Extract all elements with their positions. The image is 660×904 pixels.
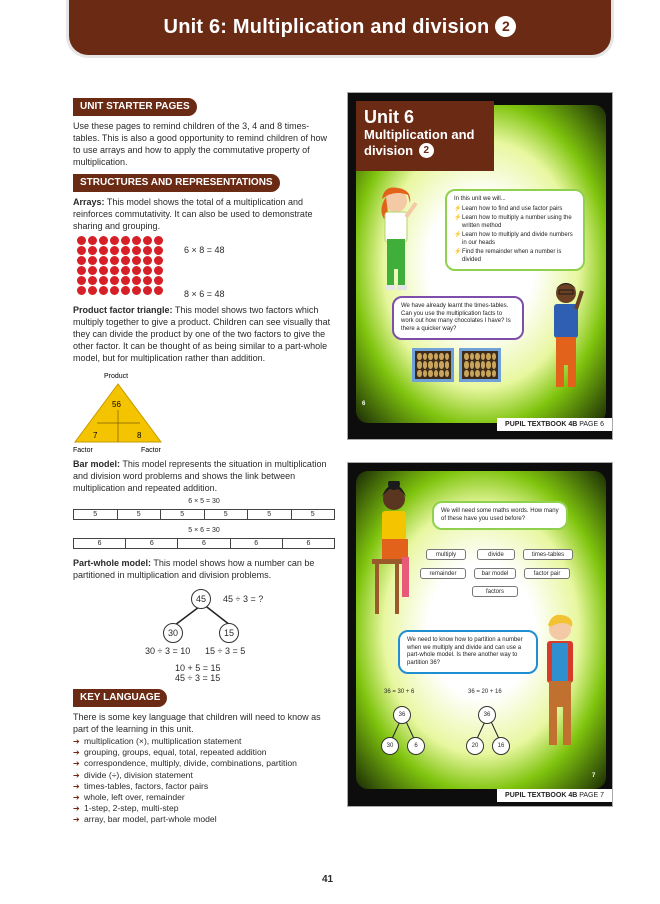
array-dot <box>132 246 141 255</box>
part-whole-model <box>73 587 335 683</box>
maths-word-card: factors <box>472 586 518 597</box>
bar-cell: 6 <box>126 539 178 548</box>
pw-part-2-circle: 15 <box>219 623 239 643</box>
array-dot <box>143 286 152 295</box>
triangle-label-product: Product <box>104 373 129 380</box>
section-heading-structures: STRUCTURES AND REPRESENTATIONS <box>73 174 280 192</box>
chocolate-boxes-image <box>412 348 501 382</box>
array-dot <box>110 246 119 255</box>
bar-cell: 5 <box>118 510 162 519</box>
unit-goal-item: ⚡ Learn how to multiply a number using the written method <box>454 215 572 229</box>
array-dot <box>143 246 152 255</box>
unit-goal-item: ⚡ Find the remainder when a number is divided <box>454 249 562 263</box>
teacher-notes-column <box>73 98 335 826</box>
unit-number-badge: 2 <box>495 16 516 37</box>
array-dot <box>154 286 163 295</box>
array-dot <box>77 236 86 245</box>
part-whole-description: Part-whole model: This model shows how a number can be partitioned in multiplication and division problems. <box>73 558 315 580</box>
array-dot <box>77 266 86 275</box>
dot-array <box>77 236 164 295</box>
maths-word-card: divide <box>477 549 515 560</box>
array-dot <box>121 266 130 275</box>
unit-title: Unit 6: Multiplication and division 2 <box>164 16 517 39</box>
bar-cell: 5 <box>310 511 315 518</box>
triangle-label-factor-right: Factor <box>141 447 161 454</box>
unit-goals-intro: In this unit we will... <box>454 196 506 202</box>
bar-cell: 5 <box>205 510 249 519</box>
bar-cell: 6 <box>178 539 230 548</box>
array-dot <box>143 276 152 285</box>
textbook-page-6-number: 6 <box>362 401 366 407</box>
array-dot <box>154 246 163 255</box>
maths-word-card: remainder <box>420 568 466 579</box>
array-equation-1: 6 × 8 = 48 <box>184 245 225 255</box>
array-dot <box>77 256 86 265</box>
array-dot <box>143 256 152 265</box>
key-language-item: ➔ grouping, groups, equal, total, repeated addition <box>73 747 335 758</box>
array-dot <box>110 256 119 265</box>
girl-character-image <box>368 185 424 295</box>
unit-intro-subtitle: Multiplication and division <box>364 127 475 158</box>
bar-cell: 6 <box>231 539 283 548</box>
tree-left-part-b: 6 <box>407 737 425 755</box>
pw-sum-1: 10 + 5 = 15 <box>175 663 221 673</box>
pw-part-1-circle: 30 <box>163 623 183 643</box>
lightning-icon: ⚡ <box>454 215 462 221</box>
textbook-page-7-number: 7 <box>592 773 596 779</box>
bar-model-2-caption: 5 × 6 = 30 <box>188 527 220 534</box>
arrays-description: Arrays: This model shows the total of a multiplication and reinforces commutativity. It can also be used to demonstrate sharing and grouping. <box>73 197 313 231</box>
array-equation-2: 8 × 6 = 48 <box>184 289 225 299</box>
array-model <box>77 236 335 300</box>
bar-cell: 5 <box>248 510 292 519</box>
page-number: 41 <box>322 874 334 885</box>
key-language-item: ➔ times-tables, factors, factor pairs <box>73 781 335 792</box>
array-dot <box>88 276 97 285</box>
array-dot <box>121 286 130 295</box>
key-language-item: ➔ divide (÷), division statement <box>73 770 335 781</box>
key-language-item: ➔ multiplication (×), multiplication statement <box>73 736 335 747</box>
array-dot <box>154 266 163 275</box>
array-dot <box>132 236 141 245</box>
triangle-label-factor-left: Factor <box>73 447 93 454</box>
textbook-page-7-thumbnail <box>347 462 613 807</box>
maths-word-card: factor pair <box>524 568 570 579</box>
bar-model-2 <box>73 538 335 549</box>
lightning-icon: ⚡ <box>454 249 462 255</box>
array-dot <box>132 286 141 295</box>
tree-right-part-a: 20 <box>466 737 484 755</box>
key-language-intro: There is some key language that children will need to know as part of the learning in this unit. <box>73 712 321 734</box>
array-dot <box>99 286 108 295</box>
section-heading-unit-starter: UNIT STARTER PAGES <box>73 98 197 116</box>
array-dot <box>110 276 119 285</box>
bar-model-1-caption: 6 × 5 = 30 <box>188 498 220 505</box>
array-dot <box>110 236 119 245</box>
partition-equation-right: 36 = 20 + 16 <box>468 689 502 695</box>
array-dot <box>154 256 163 265</box>
lightning-icon: ⚡ <box>454 205 462 212</box>
key-language-list <box>73 736 335 826</box>
array-dot <box>121 236 130 245</box>
maths-word-card: bar model <box>474 568 516 579</box>
page-7-reference: PUPIL TEXTBOOK 4B PAGE 7 <box>497 789 612 802</box>
tree-right-whole: 36 <box>478 706 496 724</box>
times-tables-speech-bubble: We have already learnt the times-tables. Can you use the multiplication facts to work out how many chocolates I have? Is there a quicker way? <box>392 296 524 340</box>
array-dot <box>110 266 119 275</box>
section-heading-key-language: KEY LANGUAGE <box>73 689 167 707</box>
unit-goal-item: ⚡ Learn how to find and use factor pairs <box>454 205 563 212</box>
triangle-left-value: 7 <box>93 431 98 440</box>
array-dot <box>77 276 86 285</box>
unit-goal-item: ⚡ Learn how to multiply and divide numbers in our heads <box>454 232 573 246</box>
array-dot <box>132 256 141 265</box>
key-language-item: ➔ whole, left over, remainder <box>73 792 335 803</box>
unit-header <box>66 0 614 58</box>
triangle-diagram <box>73 370 193 455</box>
array-dot <box>77 286 86 295</box>
array-dot <box>143 236 152 245</box>
pw-equation-2: 15 ÷ 3 = 5 <box>205 646 246 656</box>
bar-model-1 <box>73 509 335 520</box>
tree-left-whole: 36 <box>393 706 411 724</box>
pw-equation-1: 30 ÷ 3 = 10 <box>145 646 191 656</box>
pw-whole-circle: 45 <box>191 589 211 609</box>
bar-cell: 6 <box>74 539 126 548</box>
bar-model-description: Bar model: This model represents the situation in multiplication and division word problems and shows the link between multiplication and repeated addition. <box>73 459 327 493</box>
textbook-page-6-thumbnail <box>347 92 613 440</box>
bar-cell: 6 <box>306 540 311 547</box>
array-dot <box>88 236 97 245</box>
tree-right-part-b: 16 <box>492 737 510 755</box>
triangle-right-value: 8 <box>137 431 142 440</box>
array-dot <box>99 256 108 265</box>
maths-words-speech-bubble: We will need some maths words. How many of these have you used before? <box>432 501 568 530</box>
array-dot <box>132 266 141 275</box>
unit-intro-title: Unit 6 <box>364 107 415 127</box>
array-dot <box>88 246 97 255</box>
pw-whole-equation: 45 ÷ 3 = ? <box>223 594 264 604</box>
array-dot <box>99 276 108 285</box>
partition-equation-left: 36 = 30 + 6 <box>384 689 415 695</box>
array-dot <box>154 236 163 245</box>
array-dot <box>88 286 97 295</box>
array-dot <box>88 266 97 275</box>
maths-word-card: times-tables <box>523 549 573 560</box>
unit-starter-text: Use these pages to remind children of the 3, 4 and 8 times-tables. This is also a good opportunity to remind children of how to use arrays and how to apply the commutative property of multiplication. <box>73 121 327 167</box>
unit-goals-speech-bubble <box>445 189 585 271</box>
triangle-product-value: 56 <box>112 400 121 409</box>
unit-intro-title-box <box>356 101 494 171</box>
array-dot <box>77 246 86 255</box>
key-language-item: ➔ array, bar model, part-whole model <box>73 814 335 825</box>
array-dot <box>154 276 163 285</box>
array-dot <box>132 276 141 285</box>
bar-cell: 5 <box>161 510 205 519</box>
partition-speech-bubble: We need to know how to partition a number when we multiply and divide and can use a part-whole model. Is there another way to partition 36? <box>398 630 538 674</box>
key-language-item: ➔ correspondence, multiply, divide, combinations, partition <box>73 758 335 769</box>
array-dot <box>99 266 108 275</box>
array-dot <box>110 286 119 295</box>
maths-word-card: multiply <box>426 549 466 560</box>
lightning-icon: ⚡ <box>454 232 462 238</box>
array-dot <box>121 246 130 255</box>
unit-intro-badge: 2 <box>419 143 434 158</box>
array-dot <box>121 276 130 285</box>
product-factor-triangle <box>73 370 335 455</box>
bar-cell: 5 <box>74 510 118 519</box>
array-dot <box>121 256 130 265</box>
array-dot <box>99 246 108 255</box>
girl-on-stool-image <box>372 481 422 617</box>
array-dot <box>88 256 97 265</box>
key-language-item: ➔ 1-step, 2-step, multi-step <box>73 803 335 814</box>
pw-sum-2: 45 ÷ 3 = 15 <box>175 673 221 683</box>
page-6-reference: PUPIL TEXTBOOK 4B PAGE 6 <box>497 418 612 431</box>
array-dot <box>143 266 152 275</box>
boy-character-image <box>546 279 586 391</box>
product-factor-triangle-description: Product factor triangle: This model shows two factors which multiply together to give a product. Children can see visually that they can divide the product by one of the two factors to give the other factor. It can be thought of as being similar to a part-whole model, but for multiplication rather than addition. <box>73 305 331 363</box>
array-dot <box>99 236 108 245</box>
tree-left-part-a: 30 <box>381 737 399 755</box>
